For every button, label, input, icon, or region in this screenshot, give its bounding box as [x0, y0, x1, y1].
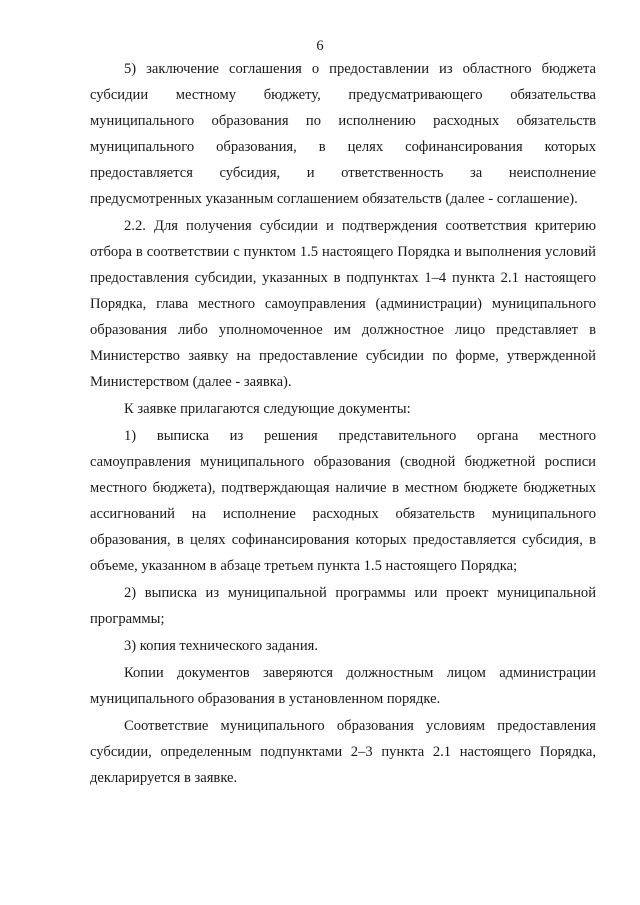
paragraph-compliance-declaration: Соответствие муниципального образования условиям предоставления субсидии, определенным подпунктами 2–3 пункта 2.1 настоящего Порядка, декларируется в заявке.	[90, 718, 596, 786]
paragraph-attachment-1: 1) выписка из решения представительного органа местного самоуправления муниципального образования (сводной бюджетной росписи местного бюджета), подтверждающая наличие в местном бюджете бюджетных ассигнований на исполнение расходных обязательств муниципального образования, в целях софинансирования которых предоставляется субсидия, в объеме, указанном в абзаце третьем пункта 1.5 настоящего Порядка;	[90, 428, 596, 574]
paragraph-copies-certification: Копии документов заверяются должностным лицом администрации муниципального образования в установленном порядке.	[90, 665, 596, 707]
paragraph-section-2-2: 2.2. Для получения субсидии и подтверждения соответствия критерию отбора в соответствии с пунктом 1.5 настоящего Порядка и выполнения условий предоставления субсидии, указанных в подпунктах 1–4 пункта 2.1 настоящего Порядка, глава местного самоуправления (администрации) муниципального образования либо уполномоченное им должностное лицо представляет в Министерство заявку на предоставление субсидии по форме, утвержденной Министерством (далее - заявка).	[90, 218, 596, 390]
paragraph-attachment-3: 3) копия технического задания.	[124, 638, 319, 654]
paragraph-attachment-2: 2) выписка из муниципальной программы или проект муниципальной программы;	[90, 585, 596, 627]
page-number: 6	[316, 38, 324, 54]
document-body	[90, 56, 596, 792]
paragraph-agreement-item: 5) заключение соглашения о предоставлении из областного бюджета субсидии местному бюджету, предусматривающего обязательства муниципального образования по исполнению расходных обязательств муниципального образования, в целях софинансирования которых предоставляется субсидия, и ответственность за неисполнение предусмотренных указанным соглашением обязательств (далее - соглашение).	[90, 61, 596, 207]
paragraph-attachments-intro: К заявке прилагаются следующие документы:	[124, 401, 411, 417]
